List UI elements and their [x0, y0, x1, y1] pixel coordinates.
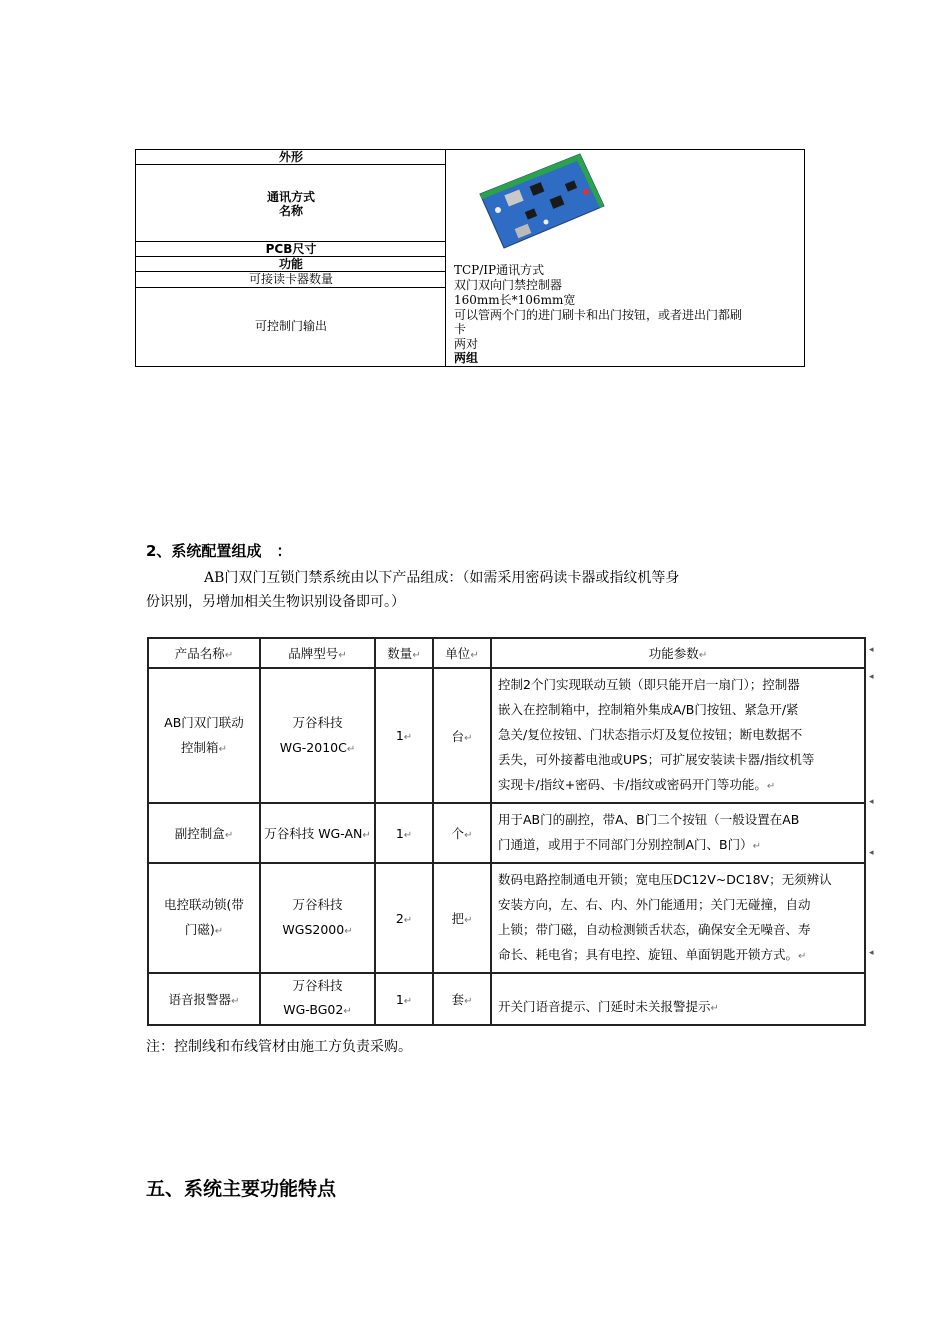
header-function: 功能参数↵: [491, 638, 865, 668]
spec-row-function: 功能: [136, 257, 446, 272]
spec-row-door-output: 可控制门输出: [254, 319, 327, 333]
pcb-board-image: [476, 152, 608, 252]
spec-row-comm-name: [136, 165, 446, 242]
section-2-paragraph-line2: 份识别，另增加相关生物识别设备即可。）: [146, 594, 405, 610]
section-2-paragraph: [146, 566, 811, 614]
row-end-marker: ◂: [869, 848, 874, 858]
cell-unit: 台↵: [433, 668, 491, 803]
cell-quantity: 2↵: [375, 863, 433, 973]
cell-brand-model: 万谷科技 WG-BG02↵: [260, 973, 375, 1025]
row-end-marker: ◂: [869, 645, 874, 655]
spec-row-shape: 外形: [136, 150, 446, 165]
spec-value-door-output: 两组: [454, 351, 479, 365]
cell-quantity: 1↵: [375, 803, 433, 863]
spec-value-readers: 两对: [454, 337, 479, 351]
cell-product-name: 副控制盒↵: [148, 803, 260, 863]
spec-value-function-line2: 卡: [454, 322, 467, 336]
spec-row-readers: 可接读卡器数量: [136, 272, 446, 288]
cell-function: 用于AB门的副控，带A、B门二个按钮（一般设置在AB 门通道，或用于不同部门分别控制A门、B门）↵: [491, 803, 865, 863]
note-text: 注：控制线和布线管材由施工方负责采购。: [146, 1039, 412, 1055]
cell-function: 数码电路控制通电开锁；宽电压DC12V~DC18V；无须辨认 安装方向，左、右、内、外门能通用；关门无碰撞，自动 上锁；带门磁，自动检测锁舌状态，确保安全无噪音、寿 命长、耗电省；具有电控、旋钮、单面钥匙开锁方式。↵: [491, 863, 865, 973]
spec-value-function: [454, 308, 800, 336]
row-end-marker: ◂: [869, 797, 874, 807]
header-unit: 单位↵: [433, 638, 491, 668]
cell-unit: 套↵: [433, 973, 491, 1025]
table-row: [148, 973, 865, 1025]
section-5-heading: 五、系统主要功能特点: [146, 1178, 337, 1200]
spec-label-comm: 通讯方式: [266, 190, 315, 204]
spec-value-function-line1: 可以管两个门的进门刷卡和出门按钮，或者进出门都刷: [454, 308, 743, 322]
product-table: [147, 637, 866, 1026]
cell-brand-model: 万谷科技 WG-AN↵: [260, 803, 375, 863]
table-row: [148, 863, 865, 973]
cell-brand-model: 万谷科技 WGS2000↵: [260, 863, 375, 973]
header-product-name: 产品名称↵: [148, 638, 260, 668]
product-table-header: [148, 638, 865, 668]
section-2-heading: 2、系统配置组成 ：: [146, 542, 292, 560]
cell-quantity: 1↵: [375, 973, 433, 1025]
cell-function: 控制2个门实现联动互锁（即只能开启一扇门）；控制器 嵌入在控制箱中，控制箱外集成A/B门按钮、紧急开/紧 急关/复位按钮、门状态指示灯及复位按钮；断电数据不 丢失，可外接蓄电池或UPS；可扩展安装读卡器/指纹机等 实现卡/指纹+密码、卡/指纹或密码开门等功能。↵: [491, 668, 865, 803]
table-row: [148, 668, 865, 803]
row-end-marker: ◂: [869, 672, 874, 682]
cell-unit: 把↵: [433, 863, 491, 973]
spec-value-comm: TCP/IP通讯方式: [454, 263, 545, 277]
cell-product-name: AB门双门联动 控制箱↵: [148, 668, 260, 803]
cell-product-name: 电控联动锁(带 门磁)↵: [148, 863, 260, 973]
spec-row-pcb: PCB尺寸: [136, 242, 446, 257]
cell-unit: 个↵: [433, 803, 491, 863]
cell-quantity: 1↵: [375, 668, 433, 803]
cell-brand-model: 万谷科技 WG-2010C↵: [260, 668, 375, 803]
header-brand-model: 品牌型号↵: [260, 638, 375, 668]
table-row: [148, 803, 865, 863]
header-quantity: 数量↵: [375, 638, 433, 668]
spec-value-name: 双门双向门禁控制器: [454, 278, 563, 292]
cell-function: 开关门语音提示、门延时未关报警提示↵: [491, 973, 865, 1025]
section-2-paragraph-line1: AB门双门互锁门禁系统由以下产品组成：（如需采用密码读卡器或指纹机等身: [204, 570, 680, 586]
spec-value-size: 160mm长*106mm宽: [454, 293, 576, 307]
row-end-marker: ◂: [869, 948, 874, 958]
spec-table: [135, 149, 805, 367]
spec-label-name: 名称: [278, 204, 303, 218]
cell-product-name: 语音报警器↵: [148, 973, 260, 1025]
